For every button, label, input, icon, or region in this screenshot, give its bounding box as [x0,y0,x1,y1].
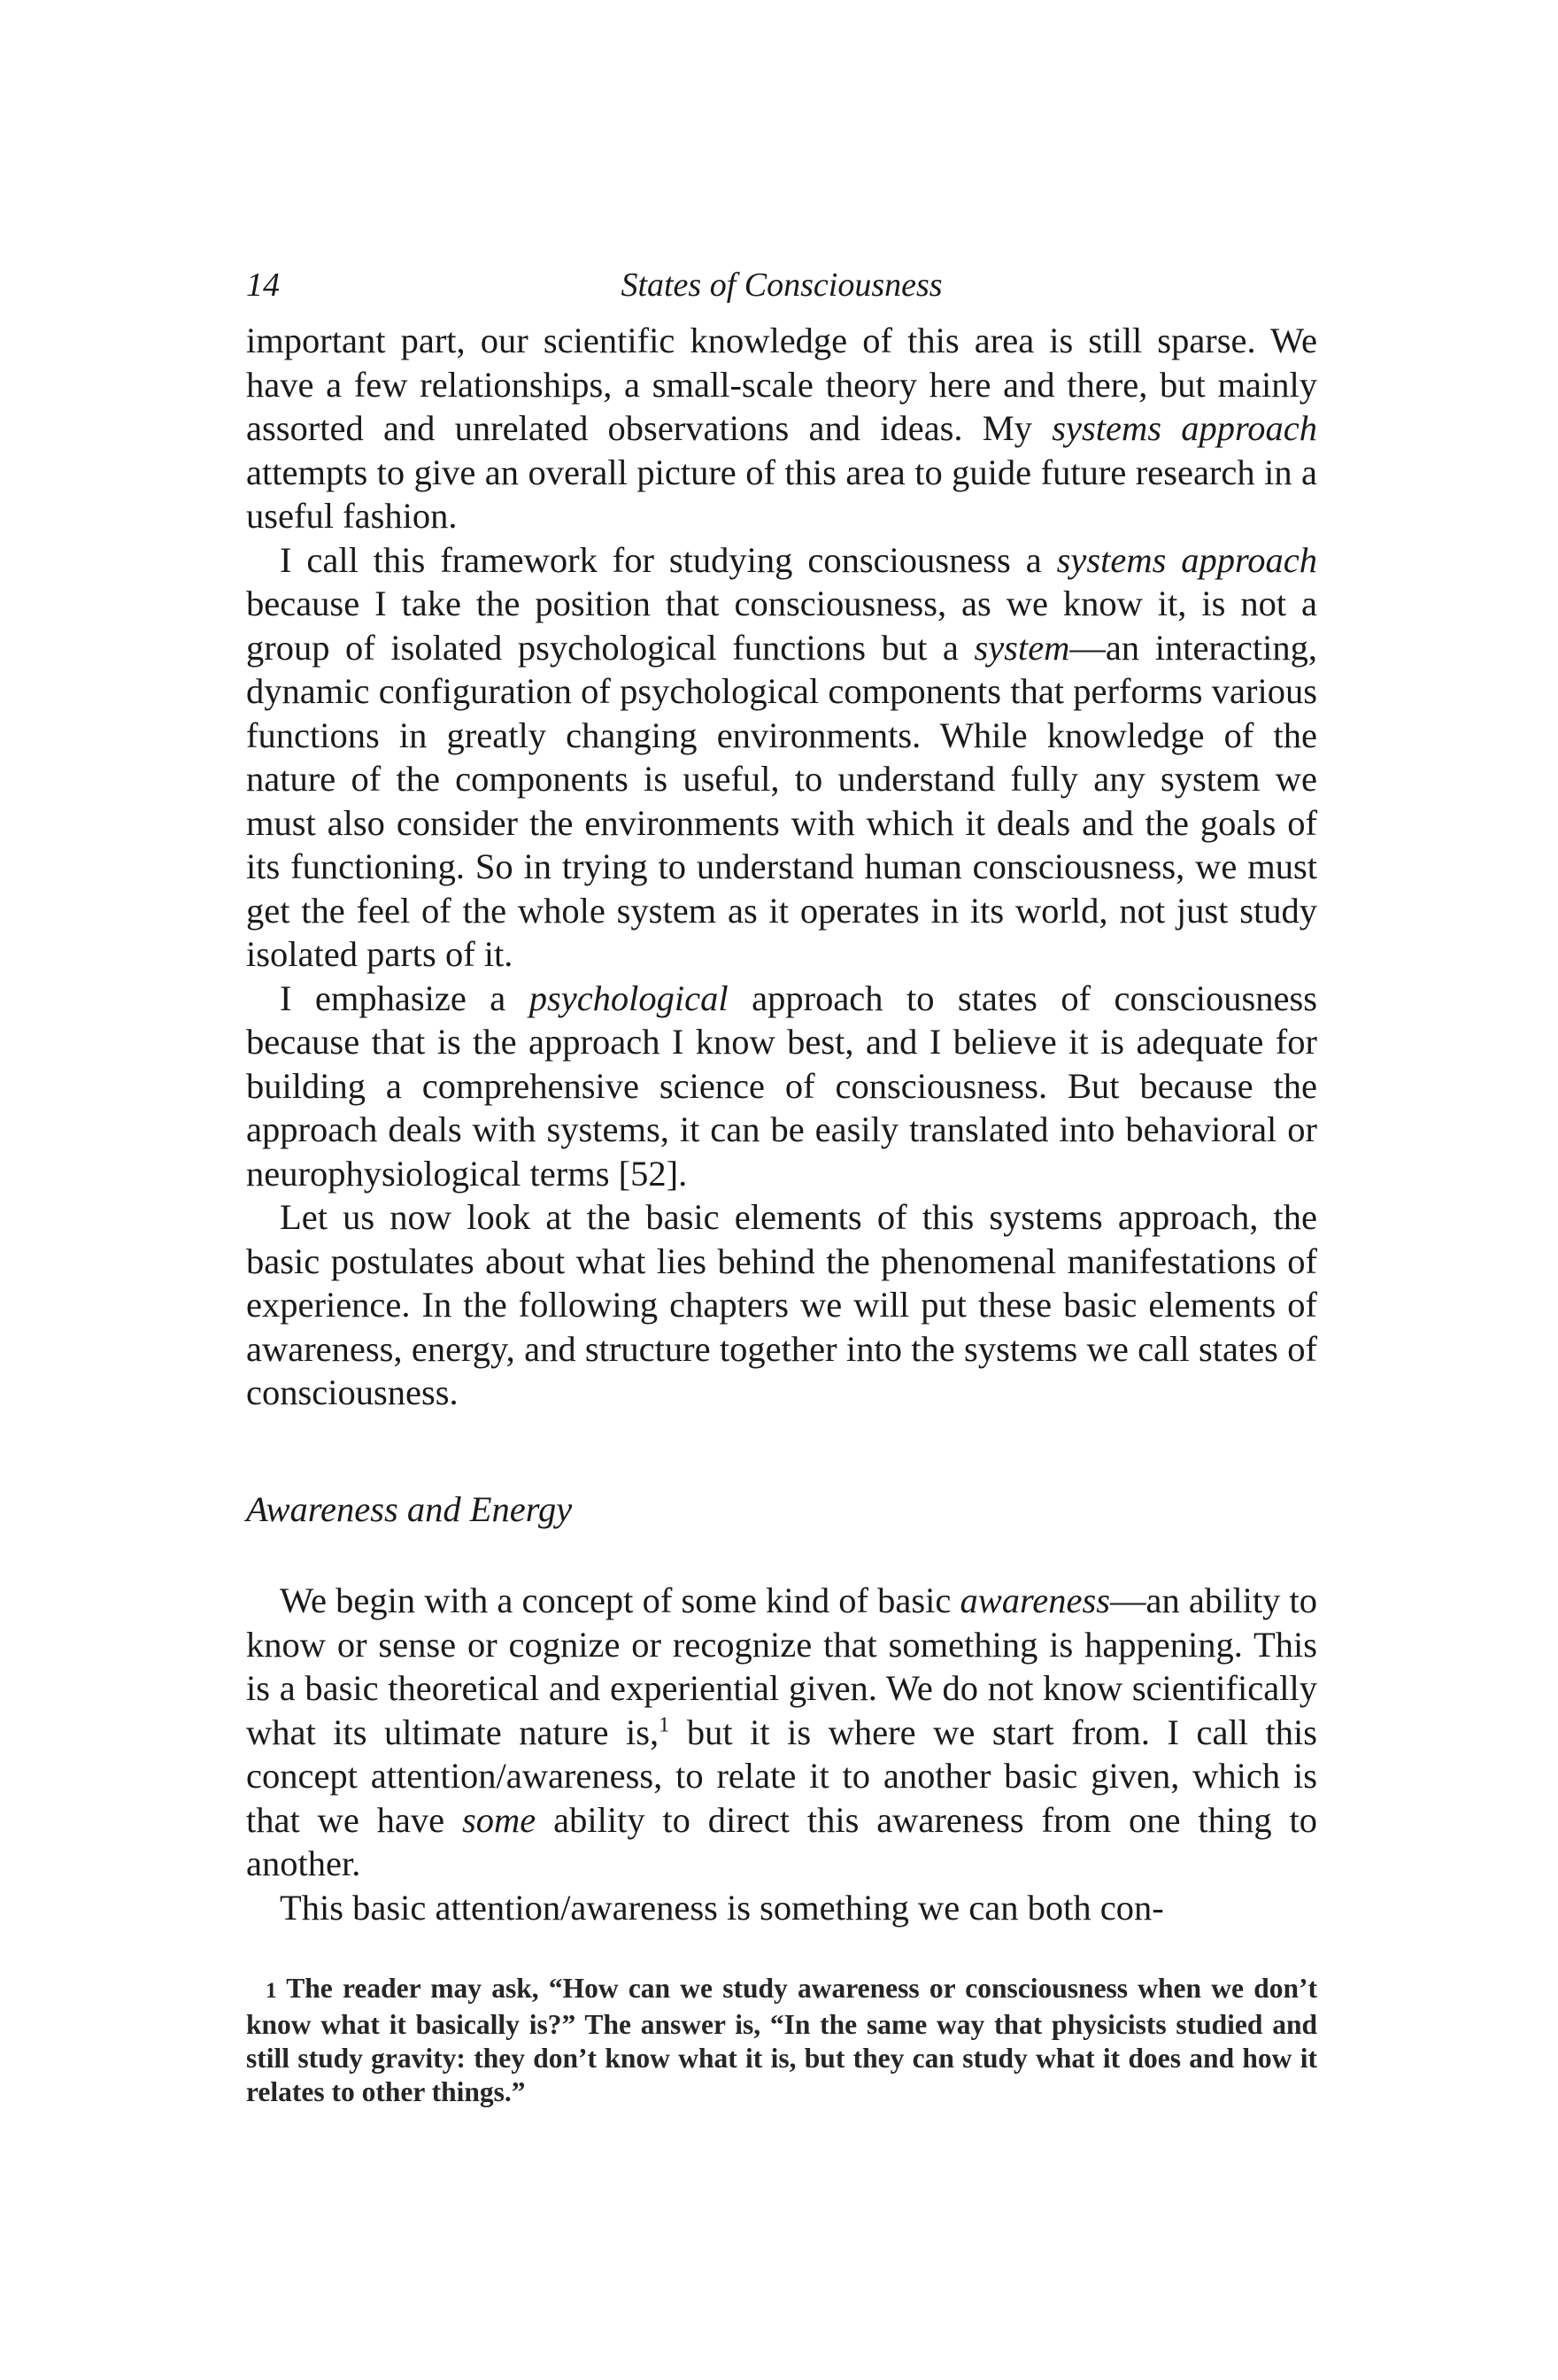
footnote-reference: 1 [659,1712,670,1736]
paragraph-2: I call this framework for studying consciousness a systems approach because I take the position that consciousness, as we know it, is not a group of isolated psychological functions but a system—an interacting, dynamic configuration of psychological components that performs various functions in greatly changing environments. While knowledge of the nature of the components is useful, to understand fully any system we must also consider the environments with which it deals and the goals of its functioning. So in trying to understand human consciousness, we must get the feel of the whole system as it operates in its world, not just study isolated parts of it. [246,539,1318,974]
emphasis-system: system [974,627,1070,668]
book-page [246,266,1317,2109]
footnote-text: The reader may ask, “How can we study awareness or consciousness when we don’t know what it basically is?” The answer is, “In the same way that physicists studied and still study gravity: they don’t know what it is, but they can study what it does and how it relates to other things.” [246,1973,1317,2107]
emphasis-some: some [461,1799,536,1840]
emphasis-awareness: awareness [960,1580,1110,1620]
footnote-1 [246,1972,1317,2109]
emphasis-systems-approach: systems approach [1052,408,1317,448]
paragraph-1: important part, our scientific knowledge of this area is still sparse. We have a few relationships, a small-scale theory here and there, but mainly assorted and unrelated observations and ideas. My systems approach attempts to give an overall picture of this area to guide future research in a useful fashion. [246,321,1317,536]
footnote-number: 1 [266,1979,277,2003]
paragraph-5: We begin with a concept of some kind of basic awareness—an ability to know or sense or cognize or recognize that something is happening. This is a basic theoretical and experiential given. We do not know scientifically what its ultimate nature is,$^1$ but it is where we start from. I call this concept attention/awareness, to relate it to another basic given, which is that we have some ability to direct this awareness from one thing to another. [246,1580,1317,1883]
footnotes [246,1972,1317,2109]
paragraph-6: This basic attention/awareness is something we can both con- [280,1887,1164,1928]
running-head [246,266,1317,319]
emphasis-psychological: psychological [528,978,729,1018]
section-heading: Awareness and Energy [246,1488,573,1529]
paragraph-3: I emphasize a psychological approach to states of consciousness because that is the approach I know best, and I believe it is adequate for building a comprehensive science of consciousness. But because the approach deals with systems, it can be easily translated into behavioral or neurophysiological terms [52]. [246,978,1317,1194]
emphasis-systems-approach: systems approach [1056,539,1318,580]
paragraph-4: Let us now look at the basic elements of this systems approach, the basic postulates about what lies behind the phenomenal manifestations of experience. In the following chapters we will put these basic elements of awareness, energy, and structure together into the systems we call states of consciousness. [246,1197,1317,1412]
main-text [246,319,1317,1929]
running-title: States of Consciousness [621,267,943,304]
page-number: 14 [246,267,280,304]
